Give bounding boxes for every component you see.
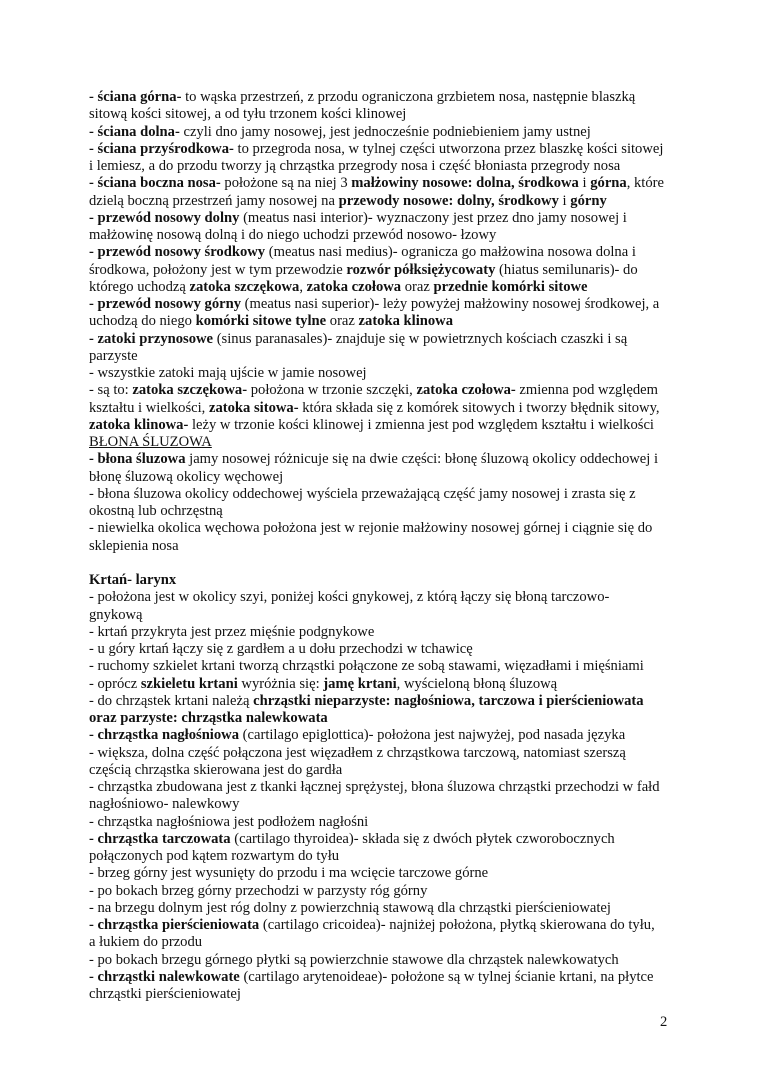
text-line (89, 89, 675, 106)
text-run: wyróżnia się: (237, 675, 324, 692)
text-line (89, 141, 675, 158)
bold-term: - chrząstka tarczowata (89, 830, 231, 847)
text-line (89, 727, 675, 744)
bold-term: zatoka sitowa- (208, 399, 299, 416)
text-run: oraz (401, 278, 434, 295)
text-line (89, 365, 675, 382)
text-line (89, 503, 675, 520)
bold-term: Krtań- larynx (89, 572, 177, 588)
bold-term: - chrząstka nagłośniowa (89, 727, 239, 744)
text-run: - chrząstka nagłośniowa jest podłożem nagłośni (89, 813, 369, 830)
text-line (89, 434, 675, 451)
text-run: , (299, 278, 307, 295)
text-run: - ruchomy szkielet krtani tworzą chrząstki połączone ze sobą stawami, więzadłami i mięśniami (89, 658, 644, 675)
text-run: uchodzą do niego (89, 313, 196, 330)
text-line (89, 538, 675, 555)
bold-term: zatoka szczękowa- (132, 382, 248, 399)
text-line (89, 193, 675, 210)
text-line (89, 589, 675, 606)
text-run: - położona jest w okolicy szyi, poniżej kości gnykowej, z którą łączy się błoną tarczowo- (89, 589, 610, 606)
bold-term: jamę krtani (323, 675, 397, 692)
text-run: to przegroda nosa, w tylnej części utworzona przez blaszkę kości sitowej (233, 140, 664, 157)
text-run: gnykową (89, 606, 143, 623)
text-line (89, 969, 675, 986)
text-run: kształtu i wielkości, (89, 399, 209, 416)
bold-term: szkieletu krtani (140, 675, 238, 692)
text-line (89, 917, 675, 934)
text-run: , wyścieloną błoną śluzową (396, 675, 558, 692)
text-line (89, 572, 675, 589)
text-run: (cartilago thyroidea)- składa się z dwóch płytek czworobocznych (230, 830, 615, 847)
bold-term: zatoka klinowa (358, 313, 454, 330)
text-line (89, 779, 675, 796)
text-line (89, 175, 675, 192)
text-line (89, 400, 675, 417)
bold-term: - zatoki przynosowe (89, 330, 214, 347)
bold-term: - przewód nosowy górny (89, 296, 242, 312)
text-line (89, 676, 675, 693)
text-line (89, 952, 675, 969)
text-run: , które (626, 175, 664, 192)
text-run: (cartilago cricoidea)- najniżej położona, płytką skierowana do tyłu, (259, 917, 655, 933)
text-run: (meatus nasi interior)- wyznaczony jest przez dno jamy nosowej i (239, 209, 627, 226)
text-run: błonę śluzową okolicy węchowej (89, 468, 284, 485)
page-number: 2 (660, 1014, 668, 1030)
text-run: środkowa, położony jest w tym przewodzie (89, 261, 347, 278)
bold-term: zatoka klinowa- (89, 416, 189, 433)
bold-term: przewody nosowe: dolny, środkowy (338, 192, 559, 209)
bold-term: rozwór półksiężycowaty (346, 261, 496, 278)
text-line (89, 124, 675, 141)
text-line (89, 158, 675, 175)
bold-term: - ściana przyśrodkowa- (89, 140, 234, 157)
bold-term: - błona śluzowa (89, 451, 186, 468)
text-run: położona w trzonie szczęki, (247, 382, 417, 399)
text-run: sitową kości sitowej, a od tyłu trzonem kości klinowej (89, 106, 407, 123)
bold-term: zatoka szczękowa (189, 278, 300, 295)
text-line (89, 641, 675, 658)
text-line (89, 382, 675, 399)
text-run: - większa, dolna część połączona jest więzadłem z chrząstkowa tarczową, natomiast szerszą (89, 744, 626, 761)
bold-term: małżowiny nosowe: dolna, środkowa (351, 175, 579, 192)
bold-term: - ściana górna- (89, 89, 182, 105)
text-run: i (578, 175, 591, 192)
text-run: - po bokach brzeg górny przechodzi w parzysty róg górny (89, 882, 428, 899)
text-run: i (558, 192, 571, 209)
bold-term: zatoka czołowa- (416, 382, 516, 399)
text-line (89, 883, 675, 900)
text-line (89, 451, 675, 468)
text-run: którego uchodzą (89, 278, 190, 295)
bold-term: chrząstki nieparzyste: nagłośniowa, tarczowa i pierścieniowata (253, 692, 644, 709)
text-run: częścią chrząstka skierowana jest do gardła (89, 761, 343, 778)
text-run: nagłośniowo- nalewkowy (89, 796, 240, 813)
text-run: a łukiem do przodu (89, 934, 203, 951)
text-line (89, 710, 675, 727)
text-line (89, 262, 675, 279)
text-run: - brzeg górny jest wysunięty do przodu i ma wcięcie tarczowe górne (89, 865, 489, 882)
bold-term: zatoka czołowa (306, 278, 402, 295)
section-heading: BŁONA ŚLUZOWA (89, 434, 212, 450)
bold-term: przednie komórki sitowe (433, 278, 588, 295)
text-run: (meatus nasi superior)- leży powyżej małżowiny nosowej środkowej, a (241, 296, 660, 312)
text-line (89, 313, 675, 330)
text-line (89, 745, 675, 762)
text-line (89, 762, 675, 779)
text-run: parzyste (89, 347, 138, 364)
text-run: (meatus nasi medius)- ogranicza go małżowina nosowa dolna i (265, 244, 636, 261)
text-run: (cartilago epiglottica)- położona jest najwyżej, pod nasada języka (239, 727, 626, 744)
text-line (89, 244, 675, 261)
text-line (89, 831, 675, 848)
text-run: połączonych pod kątem rozwartym do tyłu (89, 848, 340, 864)
text-line (89, 279, 675, 296)
text-run: i lemiesz, a do przodu tworzy ją chrząstka przegrody nosa i część błoniasta przegrody nosa (89, 158, 621, 174)
text-run: - błona śluzowa okolicy oddechowej wyściela przeważającą część jamy nosowej i zrasta się z (89, 485, 636, 502)
text-line (89, 848, 675, 865)
text-line (89, 106, 675, 123)
text-line (89, 469, 675, 486)
text-run: oraz (326, 313, 359, 330)
text-line (89, 900, 675, 917)
text-line (89, 520, 675, 537)
text-run: leży w trzonie kości klinowej i zmienna jest pod względem kształtu i wielkości (188, 416, 654, 433)
text-line (89, 227, 675, 244)
text-run: - chrząstka zbudowana jest z tkanki łącznej sprężystej, błona śluzowa chrząstki przechodzi w fałd (89, 779, 660, 795)
text-line (89, 796, 675, 813)
text-line (89, 210, 675, 227)
text-line (89, 607, 675, 624)
text-run: - na brzegu dolnym jest róg dolny z powierzchnią stawową dla chrząstki pierścieniowatej (89, 899, 611, 916)
text-line (89, 986, 675, 1003)
bold-term: - ściana dolna- (89, 123, 180, 140)
bold-term: - ściana boczna nosa- (89, 175, 221, 192)
text-run: - krtań przykryta jest przez mięśnie podgnykowe (89, 623, 375, 640)
document-body (89, 89, 675, 1003)
bold-term: górny (570, 192, 607, 209)
text-run: jamy nosowej różnicuje się na dwie części: błonę śluzową okolicy oddechowej i (185, 451, 659, 468)
text-run: chrząstki pierścieniowatej (89, 986, 241, 1002)
text-run: zmienna pod względem (515, 382, 659, 399)
text-line (89, 814, 675, 831)
text-line (89, 331, 675, 348)
text-run: sklepienia nosa (89, 537, 179, 554)
text-run: to wąska przestrzeń, z przodu ograniczona grzbietem nosa, następnie blaszką (181, 89, 636, 105)
bold-term: górna (590, 175, 627, 192)
text-run: małżowinę nosową dolną i do niego uchodzi przewód nosowo- łzowy (89, 227, 497, 243)
text-line (89, 693, 675, 710)
blank-line (89, 555, 675, 572)
text-run: (hiatus semilunaris)- do (495, 261, 638, 278)
text-line (89, 624, 675, 641)
bold-term: komórki sitowe tylne (195, 313, 327, 330)
text-run: (sinus paranasales)- znajduje się w powietrznych kościach czaszki i są (213, 330, 628, 347)
text-line (89, 296, 675, 313)
text-run: czyli dno jamy nosowej, jest jednocześnie podniebieniem jamy ustnej (179, 123, 591, 140)
text-run: - u góry krtań łączy się z gardłem a u dołu przechodzi w tchawicę (89, 641, 473, 657)
text-run: okostną lub ochrzęstną (89, 503, 223, 519)
text-run: - po bokach brzegu górnego płytki są powierzchnie stawowe dla chrząstek nalewkowatych (89, 951, 619, 968)
text-run: położone są na niej 3 (220, 175, 352, 192)
text-run: - są to: (89, 382, 133, 399)
text-run: (cartilago arytenoideae)- położone są w tylnej ścianie krtani, na płytce (239, 968, 654, 985)
text-line (89, 934, 675, 951)
bold-term: - chrząstka pierścieniowata (89, 917, 260, 933)
text-line (89, 658, 675, 675)
text-line (89, 486, 675, 503)
text-run: - oprócz (89, 675, 141, 692)
text-line (89, 865, 675, 882)
text-run: która składa się z komórek sitowych i tworzy błędnik sitowy, (298, 399, 660, 416)
text-run: - wszystkie zatoki mają ujście w jamie nosowej (89, 365, 367, 381)
text-line (89, 348, 675, 365)
text-line (89, 417, 675, 434)
bold-term: - przewód nosowy środkowy (89, 244, 266, 261)
text-run: dzielą boczną przestrzeń jamy nosowej na (89, 192, 339, 209)
bold-term: - przewód nosowy dolny (89, 209, 240, 226)
bold-term: - chrząstki nalewkowate (89, 968, 240, 985)
bold-term: oraz parzyste: chrząstka nalewkowata (89, 710, 328, 726)
text-run: - niewielka okolica węchowa położona jest w rejonie małżowiny nosowej górnej i ciągnie się do (89, 520, 653, 537)
text-run: - do chrząstek krtani należą (89, 692, 254, 709)
